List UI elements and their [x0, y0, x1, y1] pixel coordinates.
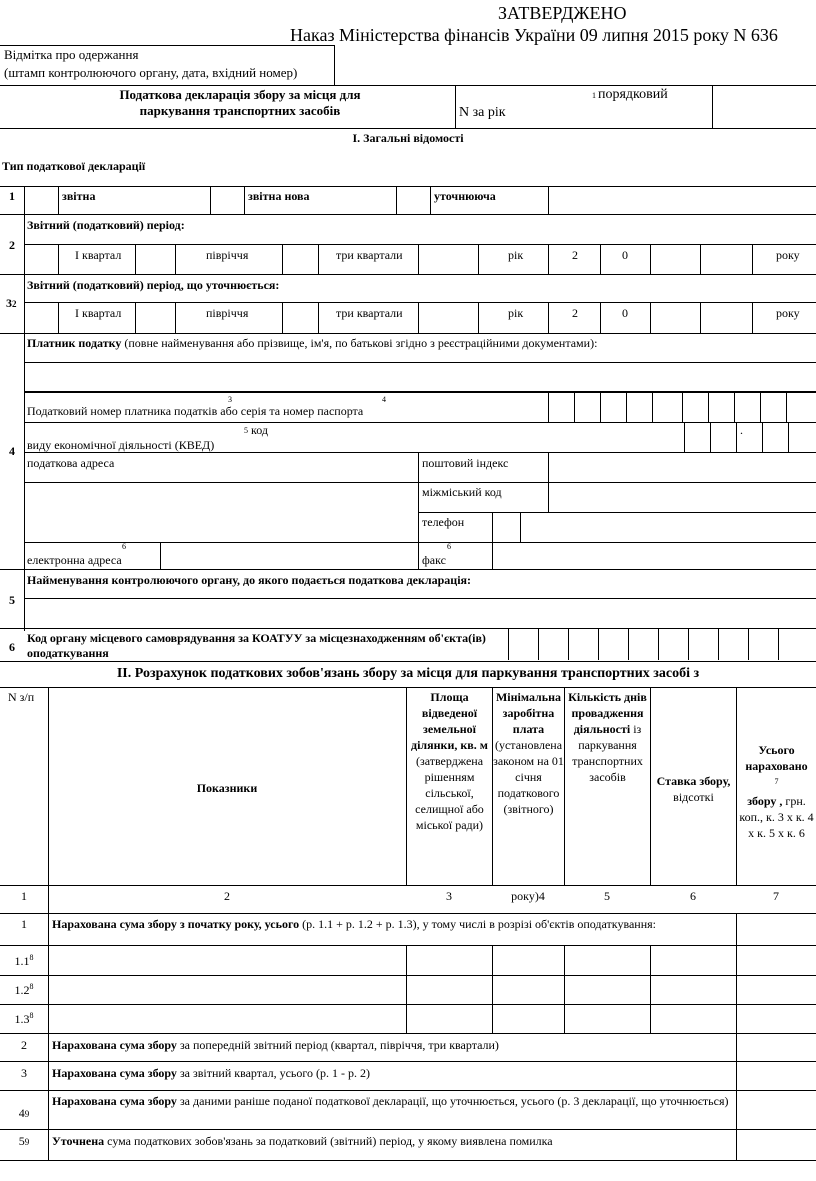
- period-title: Звітний (податковий) період:: [27, 218, 185, 232]
- col6-header-note: відсоткі: [673, 790, 714, 804]
- postal-code-label: поштовий індекс: [422, 456, 509, 470]
- table-row-5-text: [52, 1134, 553, 1148]
- row4-num: 4: [18, 1106, 25, 1120]
- row-1-2-num: 1.2: [14, 983, 30, 997]
- year-digit-1: 2: [572, 248, 578, 262]
- col3-header: [407, 689, 492, 833]
- type-option-regular[interactable]: звітна: [62, 189, 96, 203]
- period-clarified-title: Звітний (податковий) період, що уточнюється:: [27, 278, 280, 292]
- row5-note: сума податкових зобов'язань за податковий (звітний) період, у якому виявлена помилка: [104, 1134, 553, 1148]
- email-label: електронна адреса: [27, 553, 122, 567]
- clarified-year-digit-1: 2: [572, 306, 578, 320]
- declaration-title-line1: Податкова декларація збору за місця для: [119, 87, 361, 102]
- koatuu-line1: Код органу місцевого самоврядування за КОАТУУ за місцезнаходженням об'єкта(ів): [27, 631, 486, 645]
- row1-note: (р. 1.1 + р. 1.2 + р. 1.3), у тому числі в розрізі об'єктів оподаткування:: [299, 917, 656, 931]
- row-1-2-footnote: 8: [29, 982, 34, 991]
- table-row-2-number: 2: [21, 1038, 27, 1052]
- row-1-2-number: [0, 980, 48, 997]
- table-row-1-text: [52, 917, 656, 931]
- row-1-3-number: [0, 1009, 48, 1026]
- koatuu-line2: оподаткування: [27, 646, 109, 660]
- colnum-7: 7: [773, 889, 779, 903]
- col6-header: [651, 773, 736, 805]
- row2-note: за попередній звітний період (квартал, півріччя, три квартали): [176, 1038, 499, 1052]
- col-number-header: N з/п: [8, 690, 35, 704]
- table-row-1-number: 1: [21, 917, 27, 931]
- row3-bold: Нарахована сума збору: [52, 1066, 177, 1080]
- clarified-period-half-year[interactable]: півріччя: [206, 306, 249, 320]
- row5-bold: Уточнена: [52, 1134, 105, 1148]
- col4-header-bold: Мінімальна заробітна плата: [495, 690, 562, 736]
- row5-num: 5: [18, 1134, 25, 1148]
- footnote-mark-4: 4: [382, 395, 386, 404]
- row3-number: [6, 296, 17, 311]
- serial-number-label: порядковий: [598, 87, 668, 102]
- footnote-mark-1: 1: [592, 91, 596, 100]
- row-1-1-number: [0, 951, 48, 968]
- payer-title: Платник податку: [27, 336, 122, 350]
- col6-header-bold: Ставка збору,: [656, 774, 731, 788]
- row-1-3-footnote: 8: [29, 1011, 34, 1020]
- col7-header-bold-2: збору ,: [747, 794, 783, 808]
- colnum-6: 6: [690, 889, 696, 903]
- row1-number: 1: [9, 189, 15, 203]
- row3-number-text: 3: [6, 296, 12, 310]
- receipt-mark-line1: Відмітка про одержання: [4, 47, 139, 62]
- year-word: року: [776, 248, 800, 262]
- col3-header-bold: Площа відведеної земельної ділянки, кв. м: [411, 690, 488, 752]
- declaration-title-line2: паркування транспортних засобів: [139, 103, 341, 118]
- col7-header: [737, 742, 816, 841]
- row-1-3-num: 1.3: [14, 1012, 30, 1026]
- col4-header: [493, 689, 564, 817]
- table-row-3-number: 3: [21, 1066, 27, 1080]
- row5-number: 5: [9, 593, 15, 607]
- payer-heading: [27, 336, 597, 350]
- intercity-code-label: міжміський код: [422, 485, 502, 499]
- per-year-label: N за рік: [459, 105, 506, 120]
- payer-note: (повне найменування або прізвище, ім'я, по батькові згідно з реєстраційними документами):: [121, 336, 598, 350]
- fax-label: факс: [422, 553, 446, 567]
- tax-number-label: Податковий номер платника податків або серія та номер паспорта: [27, 404, 364, 418]
- kved-label: виду економічної діяльності (КВЕД): [27, 438, 215, 452]
- row5-footnote: 9: [24, 1137, 30, 1147]
- type-option-clarifying[interactable]: уточнююча: [434, 189, 496, 203]
- footnote-mark-7: 7: [774, 777, 779, 786]
- table-row-4-text: [52, 1094, 732, 1109]
- footnote-mark-3: 3: [228, 395, 232, 404]
- col4-header-note: (установлена законом на 01 січня податкового (звітного): [493, 738, 564, 816]
- col7-header-note: грн. коп., к. 3 х к. 4 х к. 5 х к. 6: [739, 794, 814, 840]
- period-half-year[interactable]: півріччя: [206, 248, 249, 262]
- period-q1[interactable]: І квартал: [75, 248, 122, 262]
- row2-number: 2: [9, 238, 15, 252]
- declaration-type-title: Тип податкової декларації: [2, 159, 146, 173]
- kved-separator: .: [740, 423, 743, 437]
- table-row-5-number: [0, 1134, 48, 1149]
- row3-note: за звітний квартал, усього (р. 1 - р. 2): [176, 1066, 370, 1080]
- clarified-year-word: року: [776, 306, 800, 320]
- clarified-period-q1[interactable]: І квартал: [75, 306, 122, 320]
- order-reference: Наказ Міністерства фінансів України 09 липня 2015 року N 636: [290, 25, 778, 45]
- receipt-mark-line2: (штамп контролюючого органу, дата, вхідний номер): [4, 65, 298, 80]
- footnote-mark-6a: 6: [122, 542, 126, 551]
- payer-name-field[interactable]: [24, 362, 816, 392]
- section2-title: ІІ. Розрахунок податкових зобов'язань збору за місця для паркування транспортних засобі з: [116, 666, 700, 681]
- row4-bold: Нарахована сума збору: [52, 1094, 177, 1108]
- colnum-4: року)4: [511, 889, 545, 903]
- colnum-1: 1: [21, 889, 27, 903]
- period-year[interactable]: рік: [508, 248, 524, 262]
- col3-header-note: (затверджена рішенням сільської, селищної або міської ради): [415, 754, 484, 832]
- col5-header: [565, 689, 650, 785]
- row-1-1-num: 1.1: [14, 954, 30, 968]
- row4-number: 4: [9, 444, 15, 458]
- approved-label: ЗАТВЕРДЖЕНО: [498, 3, 627, 23]
- row4-footnote: 9: [24, 1109, 30, 1119]
- col5-header-note: із паркування транспортних засобів: [572, 722, 643, 784]
- col-indicators-header: Показники: [196, 781, 258, 795]
- phone-label: телефон: [422, 515, 465, 529]
- row6-number: 6: [9, 640, 15, 654]
- authority-title: Найменування контролюючого органу, до якого подається податкова декларація:: [27, 573, 472, 587]
- colnum-2: 2: [224, 889, 230, 903]
- clarified-period-three-quarters[interactable]: три квартали: [336, 306, 403, 320]
- col5-header-bold: Кількість днів провадження діяльності: [568, 690, 647, 736]
- colnum-5: 5: [604, 889, 610, 903]
- row1-bold: Нарахована сума збору з початку року, усього: [52, 917, 300, 931]
- table-row-2-text: [52, 1038, 499, 1052]
- footnote-mark-6b: 6: [447, 542, 451, 551]
- row-1-1-footnote: 8: [29, 953, 34, 962]
- kved-code-word: код: [251, 423, 268, 437]
- table-row-4-number: [0, 1106, 48, 1121]
- col7-header-bold-1: Усього нараховано: [745, 743, 808, 773]
- type-option-new[interactable]: звітна нова: [248, 189, 310, 203]
- tax-address-label: податкова адреса: [27, 456, 115, 470]
- year-digit-2: 0: [622, 248, 628, 262]
- section1-title: І. Загальні відомості: [352, 131, 464, 145]
- table-row-3-text: [52, 1066, 370, 1080]
- footnote-mark-5: 5: [244, 426, 248, 435]
- authority-name-field[interactable]: [24, 599, 816, 628]
- row4-note: за даними раніше поданої податкової декларації, що уточнюється, усього (р. 3 декларації, що уточнюється): [176, 1094, 729, 1108]
- colnum-3: 3: [446, 889, 452, 903]
- clarified-period-year[interactable]: рік: [508, 306, 524, 320]
- row3-footnote: 2: [12, 299, 17, 309]
- period-three-quarters[interactable]: три квартали: [336, 248, 403, 262]
- clarified-year-digit-2: 0: [622, 306, 628, 320]
- row2-bold: Нарахована сума збору: [52, 1038, 177, 1052]
